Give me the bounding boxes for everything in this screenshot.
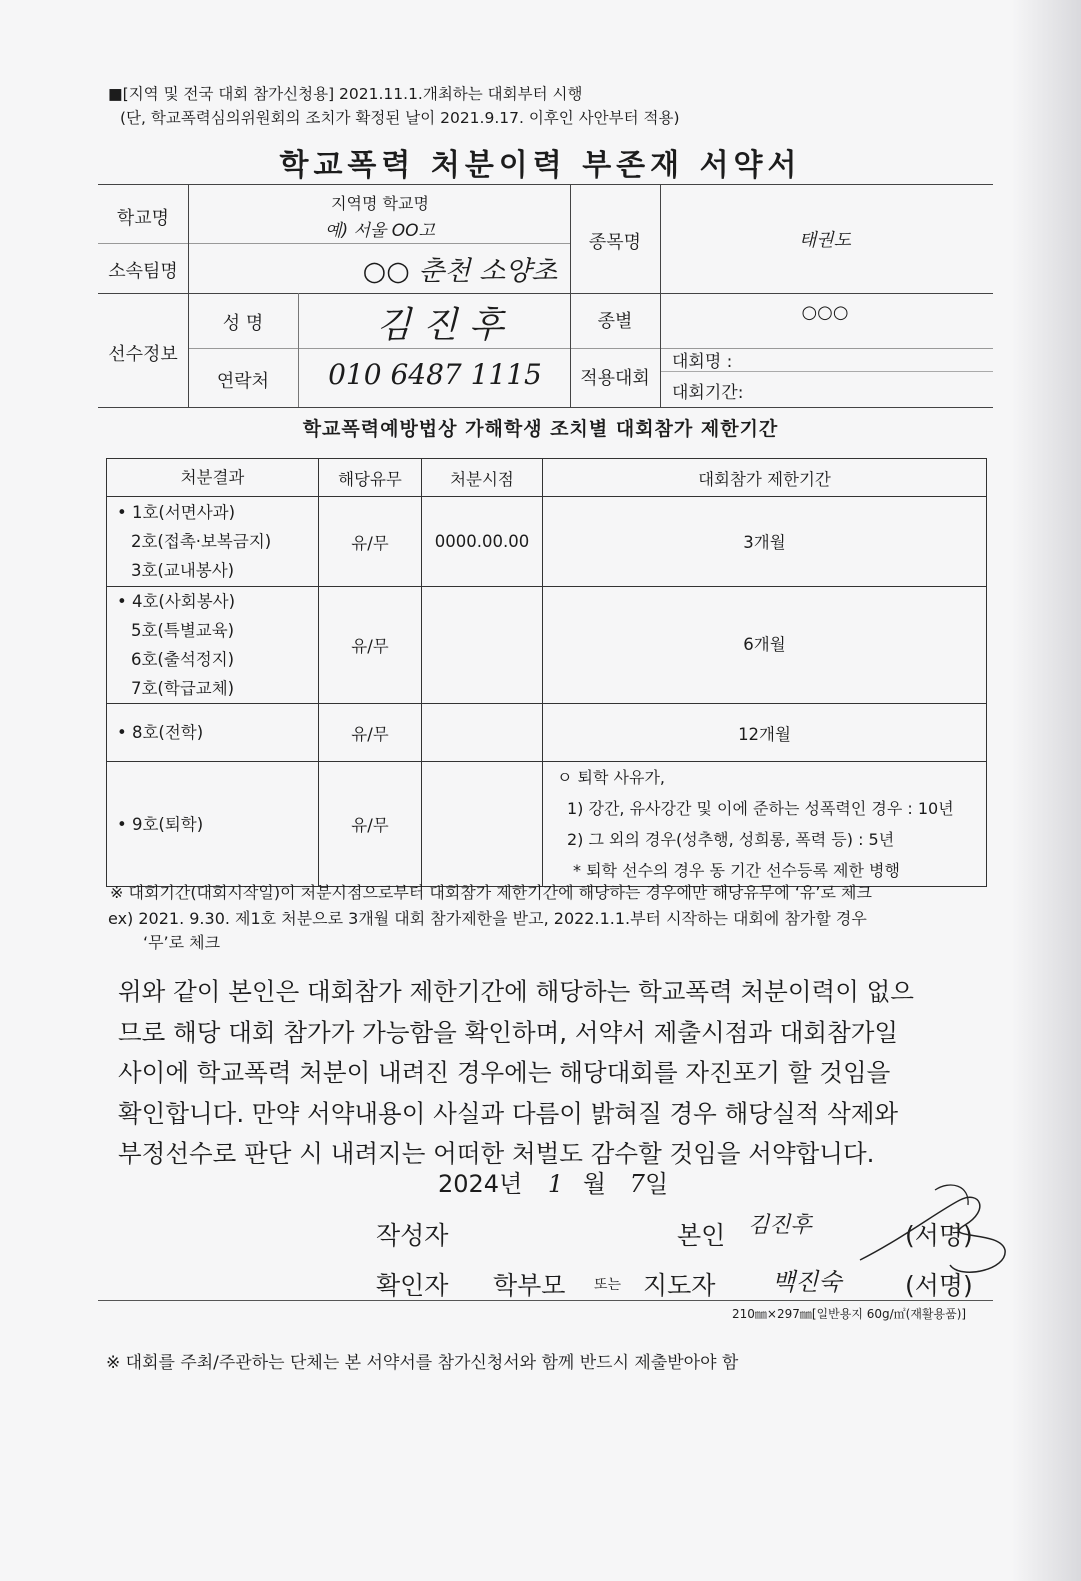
date-month-unit: 월 [582,1170,607,1198]
date-year[interactable]: 2024 [438,1170,500,1198]
event-value: 태권도 [798,230,852,251]
writer-label: 작성자 [376,1221,449,1250]
disposition-item: 2호(접촉·보복금지) [131,532,272,551]
grid-line [98,407,993,408]
pledge-line: 사이에 학교폭력 처분이 내려진 경우에는 해당대회를 자진포기 할 것임을 [118,1058,891,1087]
applicable-cell[interactable]: 유/무 [319,762,422,887]
applicable-cell[interactable]: 유/무 [319,704,422,762]
table-row [107,704,987,762]
disposition-date-cell[interactable]: 0000.00.00 [422,497,543,587]
event-label: 종목명 [588,232,642,253]
disposition-date-cell[interactable] [422,587,543,704]
expulsion-rule-line: * 퇴학 선수의 경우 동 기간 선수등록 제한 병행 [573,861,900,880]
column-header: 대회참가 제한기간 [543,459,987,497]
disposition-date-cell[interactable] [422,762,543,887]
table-header-row [107,459,987,497]
guardian-signature[interactable]: 백진숙 [772,1268,842,1296]
effective-date-note: ■[지역 및 전국 대회 참가신청용] 2021.11.1.개최하는 대회부터 시행 [108,85,583,103]
self-signature[interactable]: 김진후 [748,1213,812,1238]
grid-line [188,348,993,349]
column-header: 처분시점 [422,459,543,497]
column-header: 처분결과 [107,459,319,497]
date-day-unit: 일 [644,1170,669,1198]
contact-label: 연락처 [216,371,270,392]
contact-value: 010 6487 1115 [328,358,542,391]
table-row [107,497,987,587]
check-instruction-note: ※ 대회기간(대회시작일)이 처분시점으로부터 대회참가 제한기간에 해당하는 경우에만 해당유무에 ‘유’로 체크 [110,883,872,902]
player-info-label: 선수정보 [108,344,178,365]
disposition-item: 3호(교내봉사) [131,561,235,580]
self-sign-mark: (서명) [905,1221,973,1250]
disposition-date-cell[interactable] [422,704,543,762]
team-name-label: 소속팀명 [108,261,178,282]
applicability-note: (단, 학교폭력심의위원회의 조치가 확정된 날이 2021.9.17. 이후인 사안부터 적용) [120,109,680,127]
disposition-item: • 1호(서면사과) [117,503,236,522]
pledge-line: 위와 같이 본인은 대회참가 제한기간에 해당하는 학교폭력 처분이력이 없으 [118,977,914,1006]
pledge-line: 부정선수로 판단 시 내려지는 어떠한 처벌도 감수할 것임을 서약합니다. [118,1139,875,1168]
disposition-item: 5호(특별교육) [131,621,235,640]
signature-date [438,1164,668,1199]
disposition-item: • 4호(사회봉사) [117,592,236,611]
class-label: 종별 [597,311,633,332]
guardian-label: 지도자 [643,1271,716,1300]
date-day[interactable]: 7 [629,1170,645,1198]
restriction-period-cell: 3개월 [543,497,987,587]
competition-period-label: 대회기간: [672,383,744,403]
school-name-label: 학교명 [116,208,170,229]
disposition-cell [107,704,319,762]
grid-line [98,293,993,294]
class-value: ○○○ [801,302,849,323]
disposition-item: 7호(학급교체) [131,679,235,698]
signature-scribble [840,1170,1020,1300]
document-title: 학교폭력 처분이력 부존재 서약서 [279,148,802,183]
paper-specification: 210㎜×297㎜[일반용지 60g/㎡(재활용품)] [732,1307,967,1321]
grid-line [660,184,661,407]
restriction-period-cell: 6개월 [543,587,987,704]
guardian-sign-mark: (서명) [905,1271,973,1300]
applied-competition-label: 적용대회 [580,368,650,389]
expulsion-rule-line: 1) 강간, 유사강간 및 이에 준하는 성폭력인 경우 : 10년 [567,799,954,818]
table-row [107,762,987,887]
player-name-value: 김 진 후 [376,305,504,346]
grid-line [188,184,189,407]
applicable-cell[interactable]: 유/무 [319,497,422,587]
self-label: 본인 [677,1221,726,1250]
restriction-table [106,458,987,887]
confirmer-label: 확인자 [376,1271,449,1300]
disposition-cell [107,587,319,704]
player-name-label: 성 명 [222,313,264,334]
grid-line [98,243,570,244]
disposition-item: • 8호(전학) [117,723,204,742]
applicable-cell[interactable]: 유/무 [319,587,422,704]
date-month[interactable]: 1 [547,1170,564,1198]
bottom-rule [98,1300,993,1301]
school-name-hint: 지역명 학교명 [331,194,429,213]
expulsion-rule-line: 2) 그 외의 경우(성추행, 성희롱, 폭력 등) : 5년 [567,830,895,849]
school-name-example: 예) 서울 OO고 [325,221,435,241]
example-note-continued: ‘무’로 체크 [143,933,221,952]
pledge-line: 확인합니다. 만약 서약내용이 사실과 다름이 밝혀질 경우 해당실적 삭제와 [118,1098,899,1128]
expulsion-restriction-cell [543,762,987,887]
disposition-cell [107,497,319,587]
disposition-item: 6호(출석정지) [131,650,235,669]
page-edge-shadow [1011,0,1081,1581]
parent-label: 학부모 [493,1271,566,1300]
restriction-period-cell: 12개월 [543,704,987,762]
table-row [107,587,987,704]
example-note: ex) 2021. 9.30. 제1호 처분으로 3개월 대회 참가제한을 받고, 2022.1.1.부터 시작하는 대회에 참가할 경우 [108,909,867,928]
pledge-text [118,972,988,1175]
restriction-subtitle: 학교폭력예방법상 가해학생 조치별 대회참가 제한기간 [302,418,779,440]
expulsion-rule-line: ㅇ 퇴학 사유가, [557,768,665,787]
column-header: 해당유무 [319,459,422,497]
disposition-cell [107,762,319,887]
team-name-value: ○○ 춘천 소양초 [362,256,558,287]
pledge-line: 므로 해당 대회 참가가 가능함을 확인하며, 서약서 제출시점과 대회참가일 [118,1017,899,1047]
submission-note: ※ 대회를 주최/주관하는 단체는 본 서약서를 참가신청서와 함께 반드시 제출받아야 함 [106,1353,739,1373]
or-label: 또는 [594,1277,622,1293]
grid-line [298,293,299,407]
date-year-unit: 년 [499,1170,523,1198]
disposition-item: • 9호(퇴학) [117,814,204,834]
competition-name-label: 대회명 : [672,352,733,372]
grid-line [98,184,993,185]
